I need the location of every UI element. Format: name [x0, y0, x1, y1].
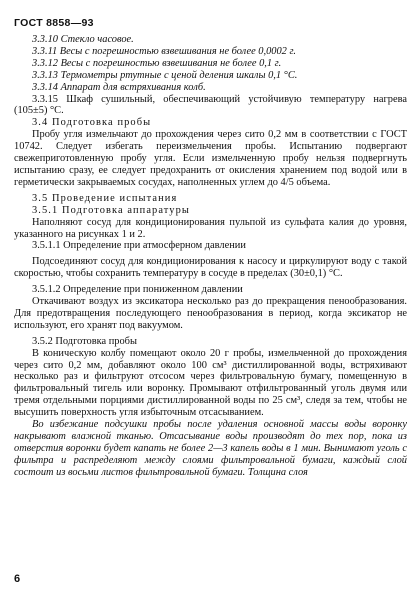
paragraph-flask: В коническую колбу помещают около 20 г пробы, измельченной до прохождения через сито 0,2 мм, добавляют около 100 см³ дистиллированной воды, встряхивают несколько раз и фильтруют отсосом через фильтровальную бумагу, помещенную в фильтровальный тигель или воронку. Промывают отфильтрованный уголь двумя или тремя отдельными порциями дистиллированной воды по 25 см³, следя за тем, чтобы не высушить поверхность угля избыточным отсасыванием. — [14, 347, 407, 419]
subsection-heading-3-5-1: 3.5.1 Подготовка аппаратуры — [32, 204, 190, 216]
section-heading-3-5: 3.5 Проведение испытания — [32, 192, 178, 204]
document-body — [14, 34, 407, 479]
clause-3-3-12: 3.3.12 Весы с погрешностью взвешивания не более 0,1 г. — [32, 57, 282, 69]
paragraph-atmospheric: Подсоединяют сосуд для кондиционирования к насосу и циркулируют воду с такой скоростью, чтобы сохранить температуру в сосуде в пределах (30±0,1) °С. — [14, 256, 407, 280]
paragraph-drying: Во избежание подсушки пробы после удаления основной массы воды воронку накрывают влажной тканью. Отсасывание воды производят до тех пор, пока из отверстия воронки будет капать не более 2—3 капель воды в 1 мин. Вынимают уголь с фильтра и распределяют между слоями фильтровальной бумаги, каждый слой состоит из восьми листов фильтровальной бумаги. Толщина слоя — [14, 419, 407, 478]
section-heading-3-4: 3.4 Подготовка пробы — [32, 117, 152, 129]
paragraph-reduced-pressure: Откачивают воздух из эксикатора несколько раз до прекращения пенообразования. Для предотвращения последующего пенообразования в период, когда эксикатор не используют, его хранят под вакуумом. — [14, 296, 407, 331]
clause-3-3-11: 3.3.11 Весы с погрешностью взвешивания не более 0,0002 г. — [32, 45, 296, 57]
clause-3-3-13: 3.3.13 Термометры ртутные с ценой деления шкалы 0,1 °С. — [32, 69, 298, 81]
subsection-heading-3-5-2: 3.5.2 Подготовка пробы — [32, 335, 137, 347]
clause-3-3-14: 3.3.14 Аппарат для встряхивания колб. — [32, 81, 206, 93]
document-header: ГОСТ 8858—93 — [14, 17, 94, 29]
paragraph-sample-preparation: Пробу угля измельчают до прохождения через сито 0,2 мм в соответствии с ГОСТ 10742. Следует избегать переизмельчения пробы. Испытанию подвергают свежеприготовленную пробу угля. Если измельченную пробу нельзя подвергнуть испытанию сразу, ее следует предохранить от окисления хранением под водой или в герметически закрываемых сосудах, наполненных углем до 4/5 объема. — [14, 129, 407, 188]
subsection-heading-3-5-1-2: 3.5.1.2 Определение при пониженном давлении — [32, 284, 243, 296]
clause-3-3-15: 3.3.15 Шкаф сушильный, обеспечивающий устойчивую температуру нагрева (105±5) °С. — [14, 93, 407, 117]
clause-3-3-10: 3.3.10 Стекло часовое. — [32, 34, 134, 45]
page-number: 6 — [14, 573, 21, 585]
paragraph-apparatus: Наполняют сосуд для кондиционирования пульпой из сульфата калия до уровня, указанного на рисунках 1 и 2. — [14, 216, 407, 240]
subsection-heading-3-5-1-1: 3.5.1.1 Определение при атмосферном давлении — [32, 240, 246, 252]
